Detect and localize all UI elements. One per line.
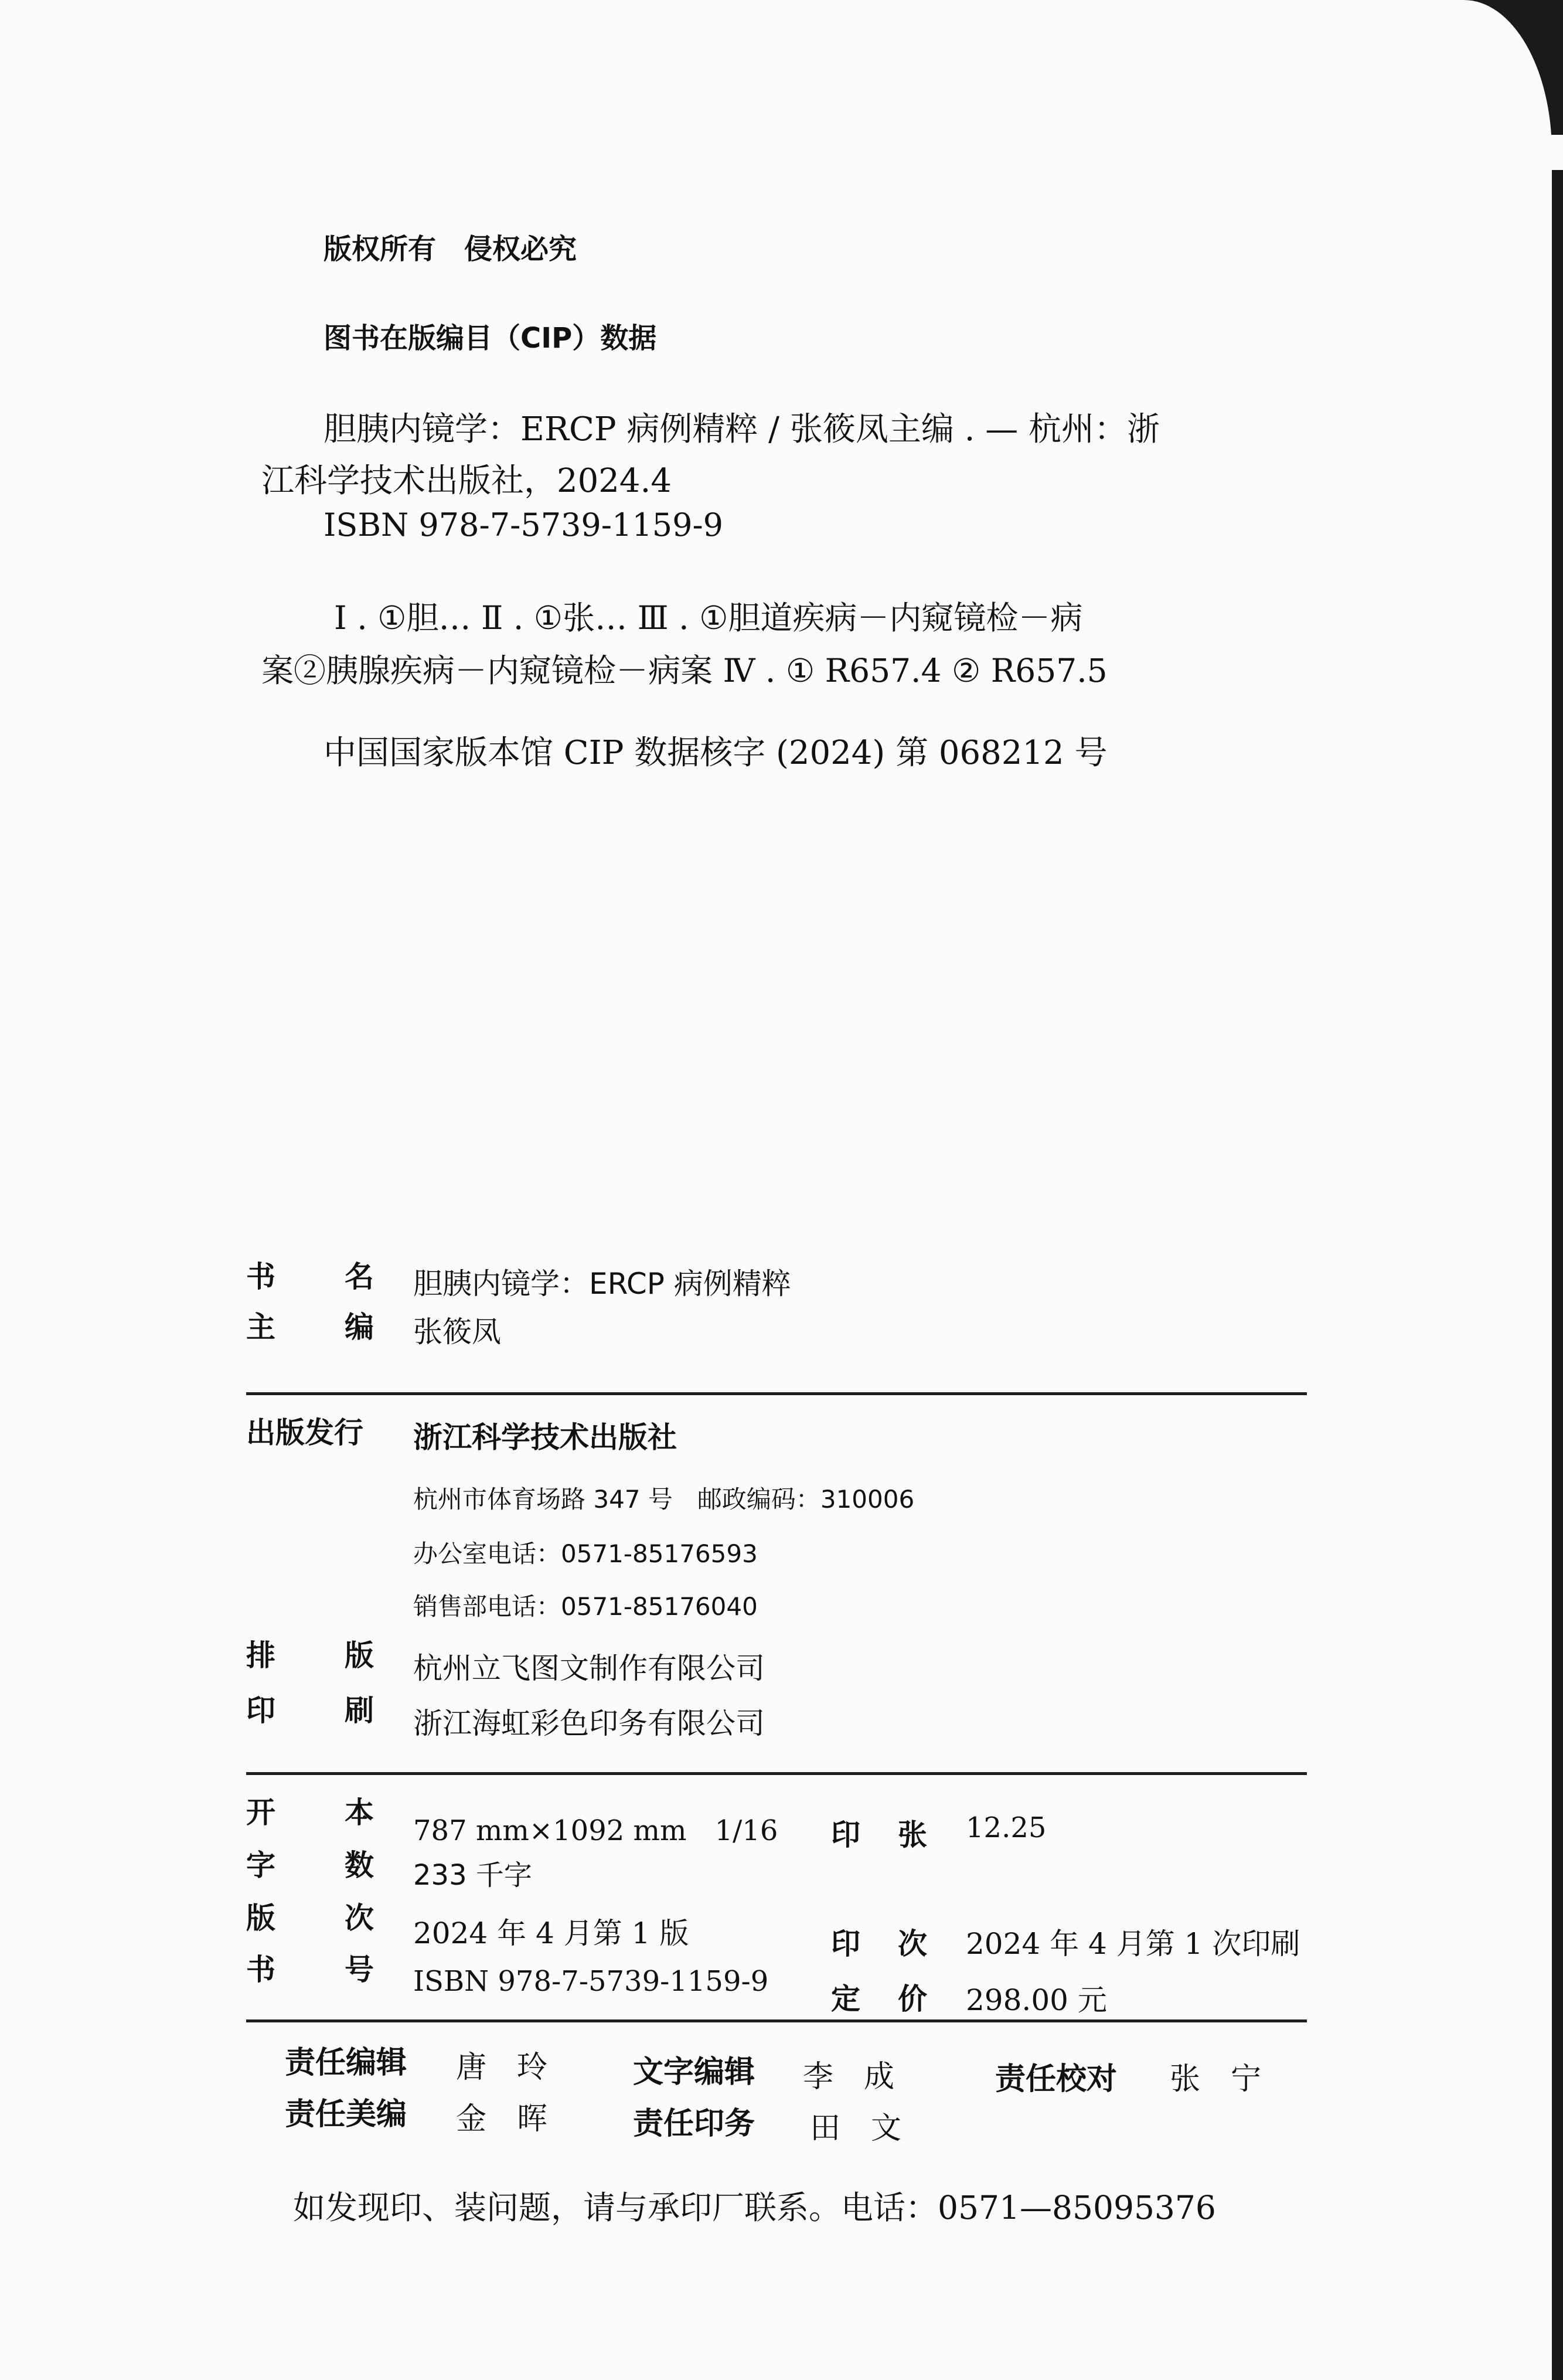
isbn: ISBN 978-7-5739-1159-9 xyxy=(413,1965,769,1998)
printing: 2024 年 4 月第 1 次印刷 xyxy=(966,1927,1300,1961)
cip-isbn: ISBN 978-7-5739-1159-9 xyxy=(324,506,724,543)
chief-editor: 张筱凤 xyxy=(413,1315,501,1349)
cip-verification-number: 中国国家版本馆 CIP 数据核字 (2024) 第 068212 号 xyxy=(324,734,1108,772)
publisher-name: 浙江科学技术出版社 xyxy=(413,1420,677,1454)
label-text-editor: 文字编辑 xyxy=(633,2054,755,2090)
book-title: 胆胰内镜学：ERCP 病例精粹 xyxy=(413,1267,791,1301)
divider-1 xyxy=(246,1392,1307,1395)
label-responsible-editor: 责任编辑 xyxy=(285,2045,407,2080)
label-isbn-b: 号 xyxy=(345,1953,374,1987)
label-sheets-b: 张 xyxy=(898,1818,927,1852)
label-format-b: 本 xyxy=(345,1796,374,1830)
label-edition-b: 次 xyxy=(345,1901,374,1935)
printed-sheets: 12.25 xyxy=(966,1811,1047,1844)
label-printing-a: 印 xyxy=(831,1927,860,1961)
label-price-a: 定 xyxy=(831,1982,860,2016)
label-isbn-a: 书 xyxy=(246,1953,275,1987)
copyright-notice: 版权所有 侵权必究 xyxy=(324,233,577,266)
price: 298.00 元 xyxy=(966,1983,1107,2017)
label-print-manager: 责任印务 xyxy=(633,2106,755,2141)
cip-classification-1: Ⅰ . ①胆… Ⅱ . ①张… Ⅲ . ①胆道疾病－内窥镜检－病 xyxy=(334,599,1083,637)
printer: 浙江海虹彩色印务有限公司 xyxy=(413,1706,765,1740)
office-phone: 办公室电话：0571-85176593 xyxy=(413,1539,758,1568)
book-format: 787 mm×1092 mm 1/16 xyxy=(413,1814,778,1847)
divider-2 xyxy=(246,1772,1307,1775)
print-issue-notice: 如发现印、装问题，请与承印厂联系。电话：0571—85095376 xyxy=(293,2189,1216,2226)
publisher-address: 杭州市体育场路 347 号 邮政编码：310006 xyxy=(413,1485,915,1514)
label-publisher: 出版发行 xyxy=(246,1416,363,1450)
typesetter: 杭州立飞图文制作有限公司 xyxy=(413,1651,765,1685)
word-count: 233 千字 xyxy=(413,1859,532,1892)
label-title-b: 名 xyxy=(345,1260,374,1294)
label-edition-a: 版 xyxy=(246,1901,275,1935)
divider-3 xyxy=(246,2019,1307,2022)
label-title-a: 书 xyxy=(246,1260,275,1294)
label-typeset-a: 排 xyxy=(246,1638,275,1672)
label-words-a: 字 xyxy=(246,1848,275,1882)
label-format-a: 开 xyxy=(246,1796,275,1830)
label-editor-b: 编 xyxy=(345,1310,374,1344)
cip-heading: 图书在版编目（CIP）数据 xyxy=(324,322,657,355)
text-editor: 李 成 xyxy=(803,2059,895,2095)
label-proofreader: 责任校对 xyxy=(995,2061,1118,2097)
label-sheets-a: 印 xyxy=(831,1818,860,1852)
label-print-a: 印 xyxy=(246,1694,275,1728)
label-printing-b: 次 xyxy=(898,1927,927,1961)
label-price-b: 价 xyxy=(898,1982,927,2016)
label-print-b: 刷 xyxy=(345,1694,374,1728)
art-editor: 金 晖 xyxy=(456,2102,548,2137)
print-manager: 田 文 xyxy=(810,2111,902,2146)
edition: 2024 年 4 月第 1 版 xyxy=(413,1916,689,1950)
sales-phone: 销售部电话：0571-85176040 xyxy=(413,1592,758,1621)
label-editor-a: 主 xyxy=(246,1310,275,1344)
label-typeset-b: 版 xyxy=(345,1638,374,1672)
label-words-b: 数 xyxy=(345,1848,374,1882)
cip-line-1: 胆胰内镜学：ERCP 病例精粹 / 张筱凤主编 . — 杭州：浙 xyxy=(324,410,1160,448)
cip-line-2: 江科学技术出版社，2024.4 xyxy=(261,462,672,500)
cip-classification-2: 案②胰腺疾病－内窥镜检－病案 Ⅳ . ① R657.4 ② R657.5 xyxy=(261,652,1108,689)
page-edge xyxy=(1550,135,1563,170)
proofreader: 张 宁 xyxy=(1170,2062,1262,2097)
label-art-editor: 责任美编 xyxy=(285,2096,407,2132)
responsible-editor: 唐 玲 xyxy=(456,2050,548,2085)
